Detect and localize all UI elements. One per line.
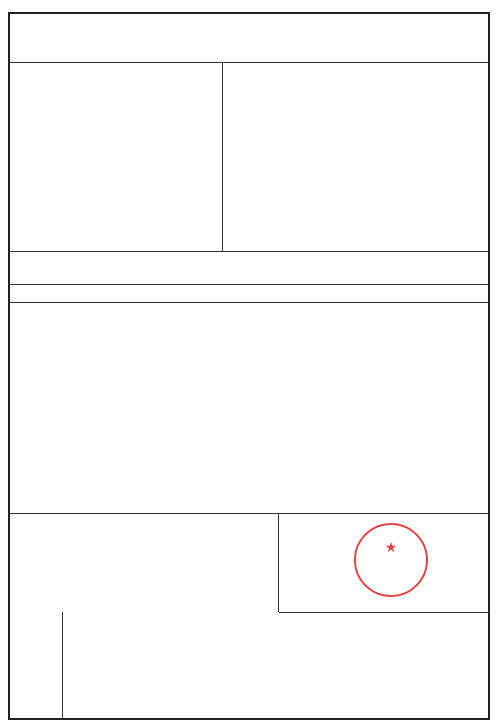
notes-label (10, 612, 63, 720)
info-grid (10, 63, 488, 252)
product-description (10, 303, 488, 514)
test-conclusion (10, 285, 488, 303)
report-header (0, 0, 500, 10)
report-frame (8, 12, 490, 720)
notes-section (10, 612, 488, 720)
test-basis (10, 251, 488, 285)
column-divider (222, 63, 223, 251)
inspection-stamp (354, 523, 428, 597)
star-icon: ★ (384, 540, 398, 556)
seal-box (279, 513, 490, 613)
report-title (10, 14, 488, 63)
